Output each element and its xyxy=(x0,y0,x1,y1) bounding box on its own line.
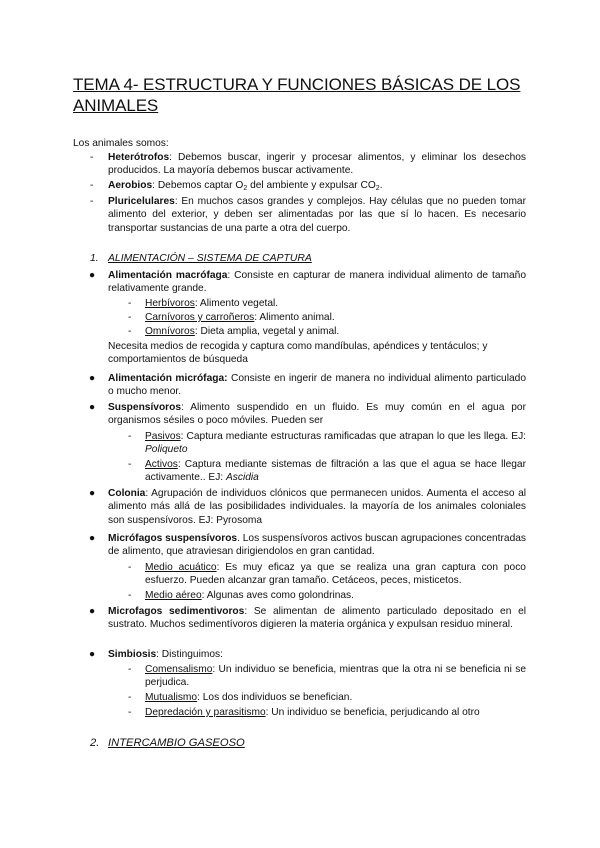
dash-marker: - xyxy=(90,180,94,191)
item-suspensivoros: Suspensívoros: Alimento suspendido en un fluido. Es muy común en el agua por organismos sésiles o poco móviles. Pueden ser xyxy=(108,402,526,427)
dash-marker: - xyxy=(128,664,132,675)
dash-marker: - xyxy=(128,326,132,337)
bullet-marker: ● xyxy=(89,606,96,617)
intro-item-heterotrofos: Heterótrofos: Debemos buscar, ingerir y procesar alimentos, y eliminar los desechos producidos. La mayoría debemos buscar activamente. xyxy=(108,152,526,177)
subitem-herbivoros: Herbívoros: Alimento vegetal. xyxy=(145,298,279,309)
subitem-mutualismo: Mutualismo: Los dos individuos se benefician. xyxy=(145,692,353,703)
item-colonia: Colonia: Agrupación de individuos clónicos que permanecen unidos. Aumenta el acceso al alimento más allá de las posibilidades individuales. la mayoría de los animales coloniales son suspensívoros. EJ: Pyrosoma xyxy=(108,488,526,526)
dash-marker: - xyxy=(128,312,132,323)
item-microfagos-suspensivoros: Micrófagos suspensívoros. Los suspensívoros activos buscan agrupaciones concentradas de alimento, que atraviesan dirigiendolos en gran cantidad. xyxy=(108,533,526,558)
subitem-medio-aereo: Medio aéreo: Algunas aves como golondrinas. xyxy=(145,590,354,601)
dash-marker: - xyxy=(128,459,132,470)
dash-marker: - xyxy=(128,692,132,703)
subitem-pasivos: Pasivos: Captura mediante estructuras ramificadas que atrapan lo que les llega. EJ: Poliqueto xyxy=(145,431,526,456)
page-title: TEMA 4- ESTRUCTURA Y FUNCIONES BÁSICAS DE LOS ANIMALES xyxy=(73,75,521,115)
dash-marker: - xyxy=(128,431,132,442)
subitem-depredacion: Depredación y parasitismo: Un individuo se beneficia, perjudicando al otro xyxy=(145,707,480,718)
subitem-activos: Activos: Captura mediante sistemas de filtración a las que el agua se hace llegar activamente.. EJ: Ascidia xyxy=(145,459,526,484)
subitem-omnivoros: Omnívoros: Dieta amplia, vegetal y animal. xyxy=(145,326,340,337)
macrofaga-note: Necesita medios de recogida y captura como mandíbulas, apéndices y tentáculos; y comportamientos de búsqueda xyxy=(108,341,488,366)
bullet-marker: ● xyxy=(89,373,96,384)
intro-lead: Los animales somos: xyxy=(73,138,169,149)
intro-item-aerobios: Aerobios: Debemos captar $O_2$ del ambiente y expulsar $CO_2$. xyxy=(108,180,383,192)
bullet-marker: ● xyxy=(89,533,96,544)
bullet-marker: ● xyxy=(89,402,96,413)
subitem-carnivoros: Carnívoros y carroñeros: Alimento animal. xyxy=(145,312,335,323)
subitem-medio-acuatico: Medio acuático: Es muy eficaz ya que se realiza una gran captura con poco esfuerzo. Pueden alcanzar gran tamaño. Cetáceos, peces, misticetos. xyxy=(145,562,526,587)
section-1-title: ALIMENTACIÓN – SISTEMA DE CAPTURA xyxy=(108,253,312,264)
item-microfagos-sedimentivoros: Microfagos sedimentivoros: Se alimentan de alimento particulado depositado en el sustrato. Muchos sedimentívoros digieren la materia orgánica y expulsan residuo mineral. xyxy=(108,606,526,631)
dash-marker: - xyxy=(90,196,94,207)
section-2-title: INTERCAMBIO GASEOSO xyxy=(108,737,245,749)
subitem-comensalismo: Comensalismo: Un individuo se beneficia, mientras que la otra ni se beneficia ni se perjudica. xyxy=(145,664,526,689)
dash-marker: - xyxy=(128,298,132,309)
dash-marker: - xyxy=(128,707,132,718)
bullet-marker: ● xyxy=(89,488,96,499)
item-simbiosis: Simbiosis: Distinguimos: xyxy=(108,649,223,660)
term: Heterótrofos xyxy=(108,152,170,163)
dash-marker: - xyxy=(128,562,132,573)
dash-marker: - xyxy=(90,152,94,163)
item-macrofaga: Alimentación macrófaga: Consiste en capturar de manera individual alimento de tamaño relativamente grande. xyxy=(108,270,526,295)
dash-marker: - xyxy=(128,590,132,601)
intro-item-pluricelulares: Pluricelulares: En muchos casos grandes y complejos. Hay células que no pueden tomar alimento del exterior, y deben ser alimentadas por las que sí lo hacen. Es necesario transportar sustancias de una parte a otra del cuerpo. xyxy=(108,196,526,234)
section-1-number: 1. xyxy=(90,253,99,264)
section-2-number: 2. xyxy=(90,737,100,749)
item-microfaga: Alimentación micrófaga: Consiste en ingerir de manera no individual alimento particulado o mucho menor. xyxy=(108,373,526,398)
bullet-marker: ● xyxy=(89,649,96,660)
bullet-marker: ● xyxy=(89,270,96,281)
